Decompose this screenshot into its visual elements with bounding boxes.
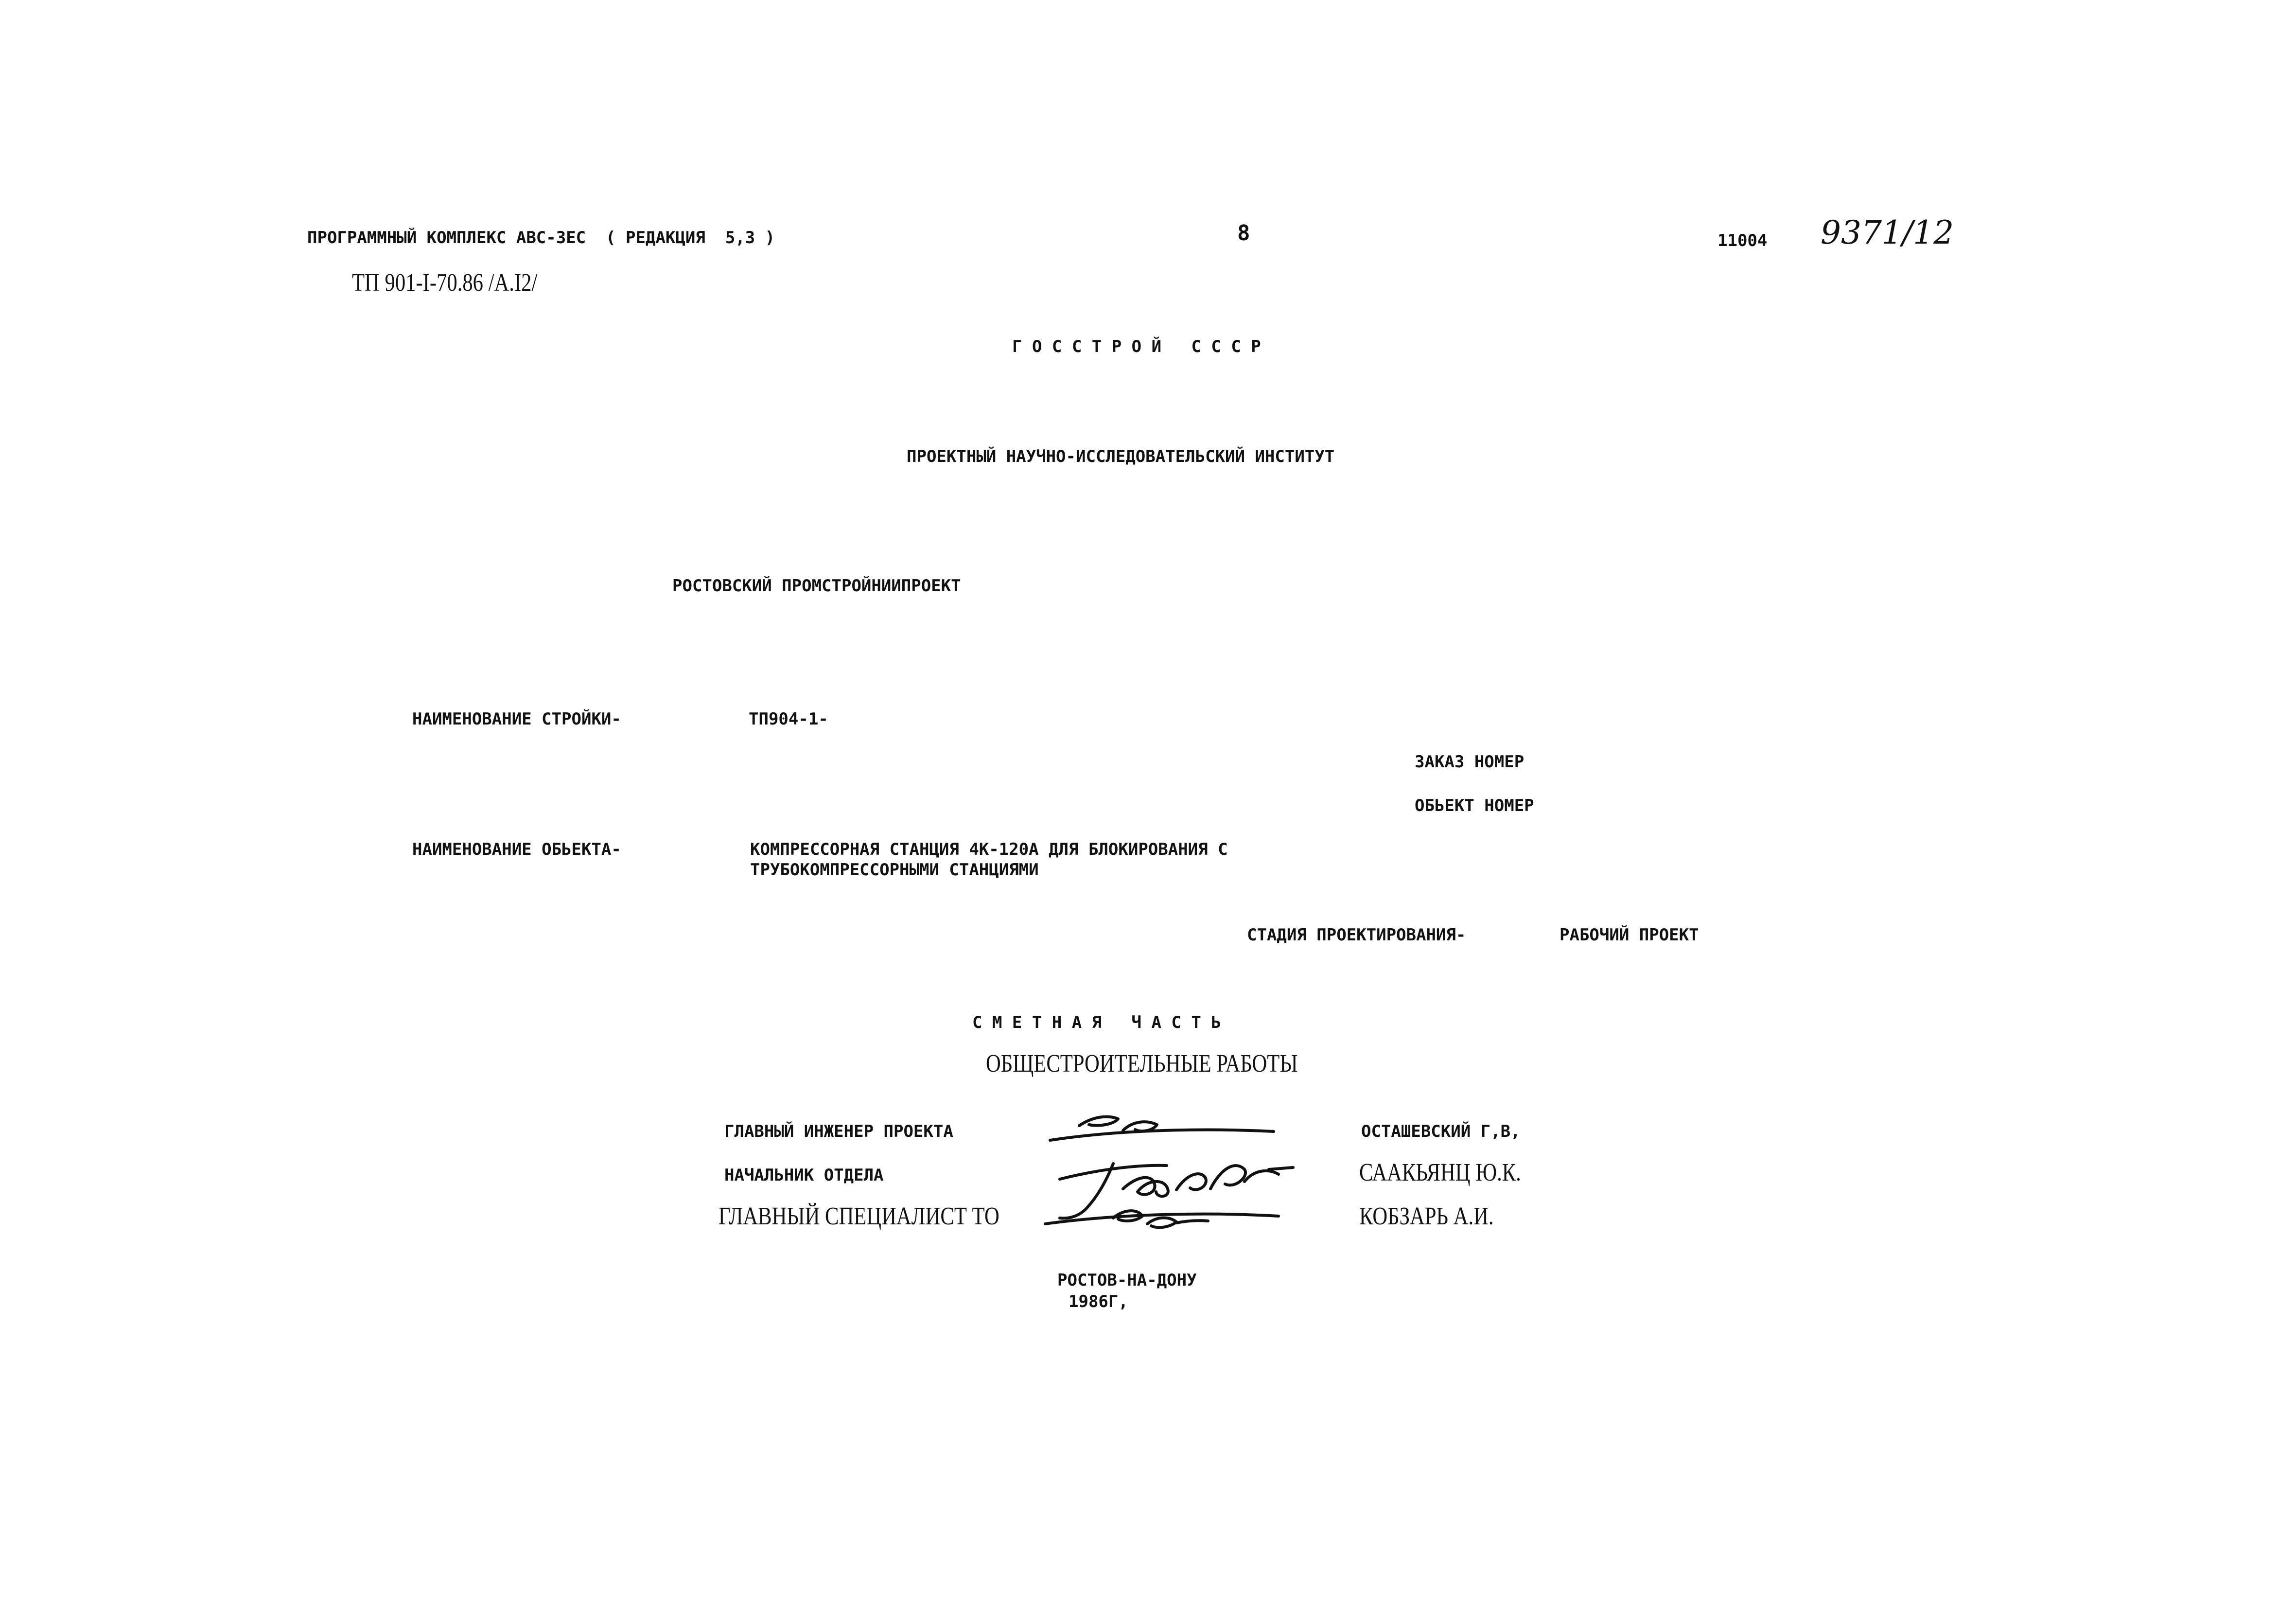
signature-role-department-head: НАЧАЛЬНИК ОТДЕЛА [724,1166,884,1185]
stage-value: РАБОЧИЙ ПРОЕКТ [1560,925,1699,945]
signature-name-department-head: СААКЬЯНЦ Ю.К. [1359,1159,1521,1186]
object-number-label: ОБЬЕКТ НОМЕР [1415,796,1534,815]
object-label: НАИМЕНОВАНИЕ ОБЬЕКТА- [412,840,621,859]
object-value-line2: ТРУБОКОМПРЕССОРНЫМИ СТАНЦИЯМИ [750,860,1039,880]
handwritten-signatures [1040,1096,1313,1242]
handwritten-id: 9371/12 [1821,214,1954,251]
page-number: 8 [1237,221,1250,246]
signature-name-chief-engineer: ОСТАШЕВСКИЙ Г,В, [1361,1122,1521,1141]
software-line: ПРОГРАММНЫЙ КОМПЛЕКС АВС-3ЕС ( РЕДАКЦИЯ 5,3 ) [307,228,775,247]
order-number-label: ЗАКАЗ НОМЕР [1415,752,1525,772]
institute-name: РОСТОВСКИЙ ПРОМСТРОЙНИИПРОЕКТ [672,576,961,596]
ministry-title: Г О С С Т Р О Й С С С Р [1012,337,1261,356]
stage-label: СТАДИЯ ПРОЕКТИРОВАНИЯ- [1247,925,1466,945]
section-title: С М Е Т Н А Я Ч А С Т Ь [972,1013,1221,1032]
construction-label: НАИМЕНОВАНИЕ СТРОЙКИ- [412,709,621,729]
footer-city: РОСТОВ-НА-ДОНУ [1057,1271,1197,1290]
construction-value: ТП904-1- [749,709,828,729]
object-value-line1: КОМПРЕССОРНАЯ СТАНЦИЯ 4К-120А ДЛЯ БЛОКИРОВАНИЯ С [750,840,1228,859]
signature-name-chief-specialist: КОБЗАРЬ А.И. [1359,1202,1494,1230]
footer-year: 1986Г, [1069,1292,1128,1311]
section-subtitle: ОБЩЕСТРОИТЕЛЬНЫЕ РАБОТЫ [986,1050,1298,1078]
signature-role-chief-engineer: ГЛАВНЫЙ ИНЖЕНЕР ПРОЕКТА [724,1122,953,1141]
signature-role-chief-specialist: ГЛАВНЫЙ СПЕЦИАЛИСТ ТО [719,1202,999,1230]
document-code: 11004 [1718,231,1768,250]
institute-type: ПРОЕКТНЫЙ НАУЧНО-ИССЛЕДОВАТЕЛЬСКИЙ ИНСТИТУТ [907,447,1335,466]
typed-reference: ТП 901-I-70.86 /А.I2/ [352,269,538,297]
